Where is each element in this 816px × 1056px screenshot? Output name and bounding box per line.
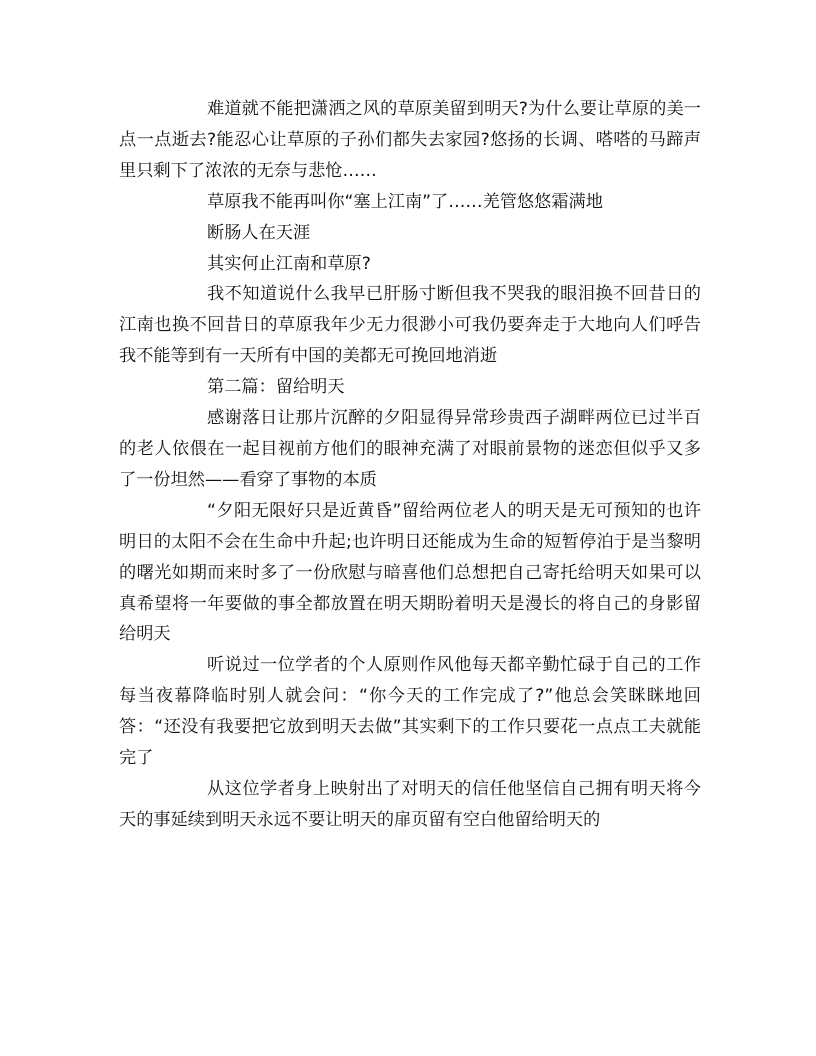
paragraph: 从这位学者身上映射出了对明天的信任他坚信自己拥有明天将今天的事延续到明天永远不要让明天的扉页留有空白他留给明天的 xyxy=(119,778,701,830)
paragraph: 听说过一位学者的个人原则作风他每天都辛勤忙碌于自己的工作每当夜幕降临时别人就会问：“你今天的工作完成了?”他总会笑眯眯地回答：“还没有我要把它放到明天去做”其实剩下的工作只要花一点点工夫就能完了 xyxy=(119,655,701,769)
paragraph: “夕阳无限好只是近黄昏”留给两位老人的明天是无可预知的也许明日的太阳不会在生命中升起;也许明日还能成为生命的短暂停泊于是当黎明的曙光如期而来时多了一份欣慰与暗喜他们总想把自己寄托给明天如果可以真希望将一年要做的事全都放置在明天期盼着明天是漫长的将自己的身影留给明天 xyxy=(119,500,701,645)
paragraph: 感谢落日让那片沉醉的夕阳显得异常珍贵西子湖畔两位已过半百的老人依偎在一起目视前方他们的眼神充满了对眼前景物的迷恋但似乎又多了一份坦然——看穿了事物的本质 xyxy=(119,408,701,490)
document-body xyxy=(119,94,701,836)
paragraph: 断肠人在天涯 xyxy=(207,222,311,243)
section-heading: 第二篇：留给明天 xyxy=(207,377,345,398)
paragraph: 草原我不能再叫你“塞上江南”了……羌管悠悠霜满地 xyxy=(207,191,603,212)
paragraph: 其实何止江南和草原? xyxy=(207,253,371,274)
paragraph: 难道就不能把潇洒之风的草原美留到明天?为什么要让草原的美一点一点逝去?能忍心让草原的子孙们都失去家园?悠扬的长调、嗒嗒的马蹄声里只剩下了浓浓的无奈与悲怆…… xyxy=(119,99,701,181)
paragraph: 我不知道说什么我早已肝肠寸断但我不哭我的眼泪换不回昔日的江南也换不回昔日的草原我年少无力很渺小可我仍要奔走于大地向人们呼告我不能等到有一天所有中国的美都无可挽回地消逝 xyxy=(119,284,701,367)
